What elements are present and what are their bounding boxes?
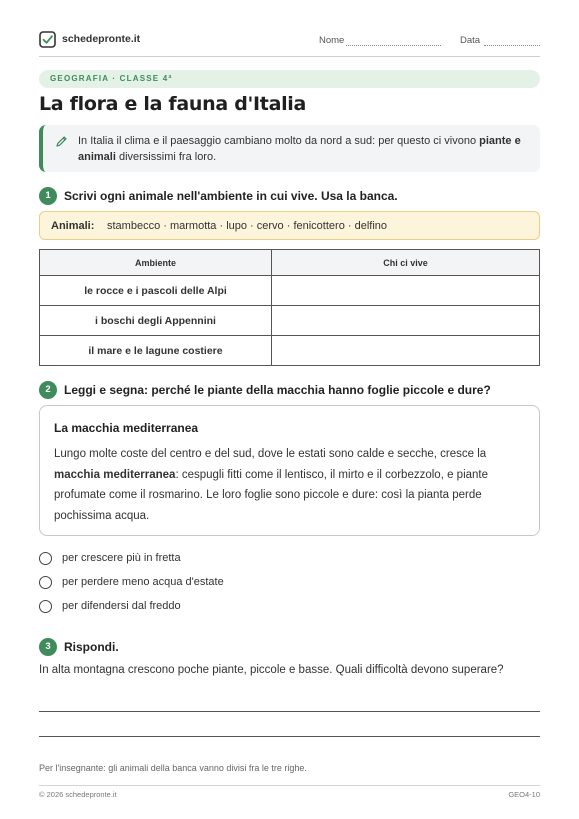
word-bank <box>39 211 540 240</box>
q2-number: 2 <box>39 381 57 399</box>
intro-text <box>78 133 528 165</box>
name-label: Nome <box>319 35 345 46</box>
bank-words: stambecco · marmotta · lupo · cervo · fenicottero · delfino <box>107 220 387 232</box>
option-label: per perdere meno acqua d'estate <box>62 576 224 588</box>
env-cell: le rocce e i pascoli delle Alpi <box>40 276 272 306</box>
radio-button[interactable] <box>39 600 52 613</box>
env-cell: il mare e le lagune costiere <box>40 336 272 366</box>
reading-part: : cespugli fitti come il lentisco, il mirto e il corbezzolo, e piante profumate come il rosmarino. Le loro foglie sono piccole e dure: così la pianta perde pochissima acqua. <box>54 468 489 522</box>
habitat-table <box>39 249 540 366</box>
name-field[interactable] <box>346 35 441 46</box>
subject-badge <box>39 70 540 88</box>
date-label: Data <box>460 35 481 46</box>
q3-number: 3 <box>39 638 57 656</box>
footer-code: GEO4-10 <box>508 790 540 799</box>
answer-cell[interactable] <box>272 276 540 306</box>
reading-part: Lungo molte coste del centro e del sud, dove le estati sono calde e secche, cresce la <box>54 448 487 460</box>
col-header-chi-ci-vive: Chi ci vive <box>272 250 540 276</box>
answer-cell[interactable] <box>272 306 540 336</box>
reading-title: La macchia mediterranea <box>54 421 199 435</box>
date-field[interactable] <box>484 35 540 46</box>
env-cell: i boschi degli Appennini <box>40 306 272 336</box>
brand-name: schedepronte.it <box>62 33 141 45</box>
radio-button[interactable] <box>39 552 52 565</box>
footer-copyright: © 2026 schedepronte.it <box>39 790 117 799</box>
header-bar <box>39 30 540 57</box>
reading-box <box>39 405 540 536</box>
option-label: per difendersi dal freddo <box>62 600 181 612</box>
intro-line: In Italia il clima e il paesaggio cambiano molto da nord a sud: per questo ci vivono <box>78 135 477 147</box>
q3-text: Rispondi. <box>64 640 119 654</box>
q1-number: 1 <box>39 187 57 205</box>
answer-cell[interactable] <box>272 336 540 366</box>
reading-bold: macchia mediterranea <box>54 468 176 481</box>
q2-text: Leggi e segna: perché le piante della macchia hanno foglie piccole e dure? <box>64 383 491 397</box>
col-header-ambiente: Ambiente <box>40 250 272 276</box>
checkbox-logo-icon <box>39 31 56 48</box>
footer-divider <box>39 785 540 786</box>
reading-text <box>54 444 529 526</box>
table-header-row <box>40 250 540 276</box>
intro-rest: diversissimi fra loro. <box>115 151 217 163</box>
table-row <box>40 336 540 366</box>
option-2[interactable] <box>39 576 259 592</box>
teacher-note: Per l'insegnante: gli animali della banca vanno divisi fra le tre righe. <box>39 763 307 773</box>
q1-text: Scrivi ogni animale nell'ambiente in cui vive. Usa la banca. <box>64 189 398 203</box>
intro-bold: piante e animali <box>78 135 521 163</box>
option-label: per crescere più in fretta <box>62 552 181 564</box>
page-title: La flora e la fauna d'Italia <box>39 93 307 115</box>
q3-question: In alta montagna crescono poche piante, piccole e basse. Quali difficoltà devono superare? <box>39 664 504 676</box>
option-1[interactable] <box>39 552 259 568</box>
subject-badge-label: GEOGRAFIA · CLASSE 4ª <box>50 74 173 83</box>
option-3[interactable] <box>39 600 259 616</box>
answer-line[interactable] <box>39 711 540 712</box>
table-row <box>40 306 540 336</box>
radio-button[interactable] <box>39 576 52 589</box>
intro-box <box>39 125 540 172</box>
pencil-icon <box>55 135 68 148</box>
bank-label: Animali: <box>51 220 95 232</box>
answer-line[interactable] <box>39 736 540 737</box>
table-row <box>40 276 540 306</box>
